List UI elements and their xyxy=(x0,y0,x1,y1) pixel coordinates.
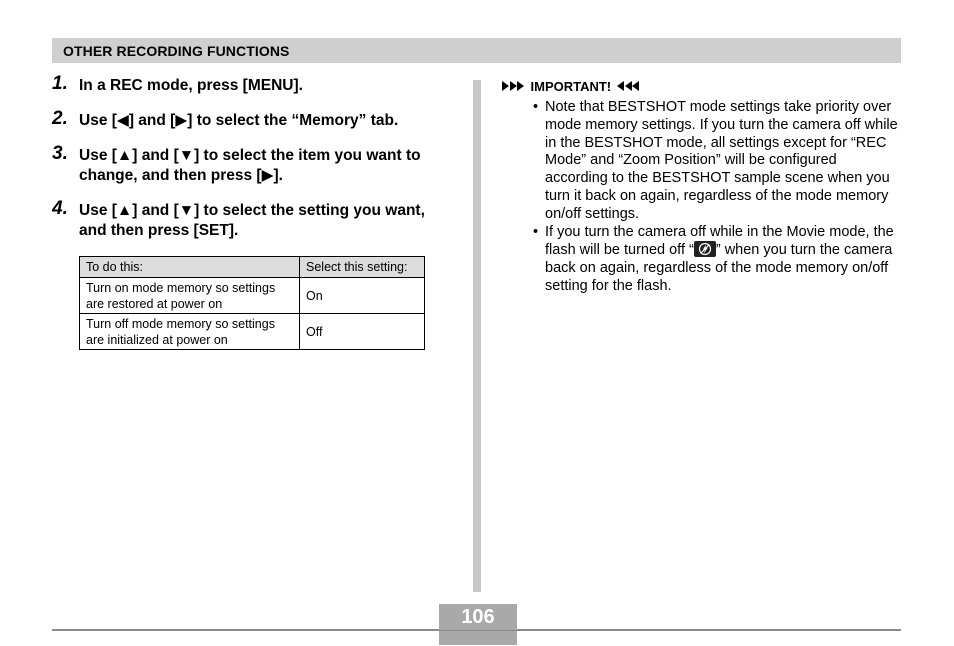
table-row xyxy=(80,278,425,314)
important-heading xyxy=(502,77,902,95)
important-list xyxy=(502,99,902,296)
page-number xyxy=(439,604,517,630)
step-text: Use [▲] and [▼] to select the item you want to change, and then press [▶]. xyxy=(79,147,421,184)
step-text: Use [▲] and [▼] to select the setting you want, and then press [SET]. xyxy=(79,202,425,239)
page-number-tab xyxy=(439,631,517,645)
table-cell: Off xyxy=(300,314,425,350)
table-cell: Turn on mode memory so settings are restored at power on xyxy=(80,278,300,314)
step-number: 3. xyxy=(52,143,68,164)
table-header-cell: To do this: xyxy=(80,257,300,278)
list-item xyxy=(502,224,902,296)
bullet-text-end: ” when you turn the camera back on again, regardless of the mode memory on/off setting for the flash. xyxy=(545,242,893,294)
table-cell: Turn off mode memory so settings are initialized at power on xyxy=(80,314,300,350)
column-divider xyxy=(473,80,481,592)
step-text: Use [◀] and [▶] to select the “Memory” tab. xyxy=(79,112,399,129)
step-3 xyxy=(52,143,452,186)
flash-off-icon xyxy=(694,241,716,257)
step-number: 1. xyxy=(52,73,68,94)
section-title: OTHER RECORDING FUNCTIONS xyxy=(63,42,290,59)
page-number-label: 106 xyxy=(461,605,495,628)
table-header-row xyxy=(80,257,425,278)
step-4 xyxy=(52,198,452,241)
step-2 xyxy=(52,108,452,131)
bullet-dot: • xyxy=(533,223,539,240)
step-text: In a REC mode, press [MENU]. xyxy=(79,77,303,94)
triple-arrow-right-icon xyxy=(502,81,525,91)
table-row xyxy=(80,314,425,350)
step-number: 2. xyxy=(52,108,68,129)
bullet-text: Note that BESTSHOT mode settings take priority over mode memory settings. If you turn the camera off while in the BESTSHOT mode, all settings except for “REC Mode” and “Zoom Position” will be configured according to the BESTSHOT sample scene when you turn it back on again, regardless of the mode memory on/off settings. xyxy=(545,99,898,222)
step-1 xyxy=(52,73,452,96)
bullet-text-start: If you turn the camera off while in the Movie mode, the flash will be turned off “ xyxy=(545,223,894,259)
step-number: 4. xyxy=(52,198,68,219)
steps-column xyxy=(52,73,452,256)
table-cell: On xyxy=(300,278,425,314)
section-header xyxy=(52,38,901,63)
important-column xyxy=(502,77,902,296)
bullet-dot: • xyxy=(533,99,539,115)
settings-table xyxy=(79,256,425,350)
list-item xyxy=(502,99,902,224)
important-title: IMPORTANT! xyxy=(530,78,612,94)
table-header-cell: Select this setting: xyxy=(300,257,425,278)
triple-arrow-left-icon xyxy=(617,81,640,91)
